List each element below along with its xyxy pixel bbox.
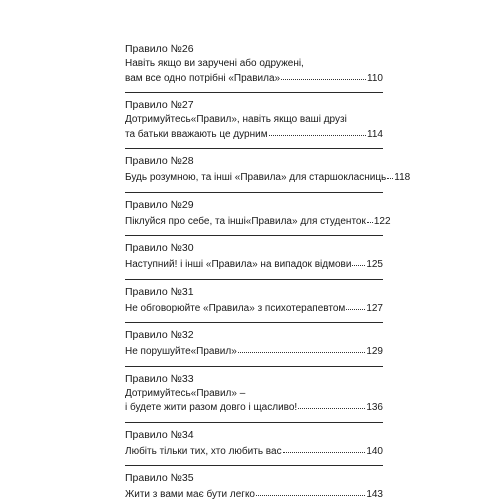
rule-title-text: вам все одно потрібні «Правила»	[125, 72, 281, 84]
dot-leader	[283, 444, 366, 454]
toc-entry-27	[125, 99, 383, 141]
table-of-contents	[125, 43, 411, 502]
rule-number: Правило №27	[125, 99, 194, 111]
dot-leader	[367, 214, 373, 224]
dot-leader	[352, 257, 365, 267]
rule-title-text: Навіть якщо ви заручені або одружені,	[125, 58, 304, 69]
rule-title-text: Піклуйся про себе, та інші«Правила» для студенток	[125, 215, 366, 227]
rule-title-text: Дотримуйтесь«Правил», навіть якщо ваші друзі	[125, 114, 347, 125]
rule-title	[125, 388, 383, 415]
rule-title	[125, 114, 383, 141]
page-number: 110	[367, 72, 383, 84]
entry-divider	[125, 148, 383, 149]
rule-title-text: Не порушуйте«Правил»	[125, 346, 237, 357]
toc-entry-34	[125, 429, 383, 459]
rule-number: Правило №28	[125, 155, 194, 167]
page-number: 127	[366, 302, 383, 314]
rule-title-last-line	[125, 487, 383, 502]
toc-entry-32	[125, 329, 383, 359]
entry-divider	[125, 322, 383, 323]
dot-leader	[256, 487, 365, 497]
page-number: 129	[366, 346, 383, 357]
entry-divider	[125, 465, 383, 466]
toc-entry-29	[125, 198, 391, 229]
rule-title	[125, 214, 391, 229]
rule-number: Правило №26	[125, 43, 194, 55]
rule-number: Правило №30	[125, 242, 194, 254]
rule-title-last-line	[125, 344, 383, 359]
rule-title-last-line	[125, 444, 383, 459]
rule-number: Правило №33	[125, 372, 194, 385]
rule-number: Правило №31	[125, 285, 194, 298]
dot-leader	[298, 400, 365, 410]
entry-divider	[125, 192, 383, 193]
page-number: 114	[367, 128, 383, 140]
toc-entry-26	[125, 43, 383, 85]
page-number: 122	[373, 215, 391, 227]
rule-title-last-line	[125, 400, 383, 415]
rule-title-text: Наступний! і інші «Правила» на випадок відмови	[125, 259, 352, 270]
rule-title	[125, 58, 383, 85]
rule-title-last-line	[125, 214, 391, 229]
page-number: 140	[366, 445, 383, 457]
rule-title-last-line	[125, 71, 383, 86]
dot-leader	[269, 127, 366, 137]
rule-title-line	[125, 114, 383, 127]
dot-leader	[238, 344, 366, 354]
dot-leader	[346, 301, 365, 311]
rule-title-last-line	[125, 301, 383, 316]
rule-title-text: Будь розумною, та інші «Правила» для старшокласниць	[125, 172, 387, 183]
toc-entry-28	[125, 155, 411, 185]
entry-divider	[125, 279, 383, 280]
rule-title	[125, 257, 383, 272]
rule-title-text: Любіть тільки тих, хто любить вас	[125, 445, 282, 457]
rule-title	[125, 301, 383, 316]
page-number: 136	[366, 402, 383, 413]
rule-title-text: і будете жити разом довго і щасливо!	[125, 402, 298, 413]
rule-title	[125, 487, 383, 502]
rule-title-last-line	[125, 170, 411, 185]
rule-title-line	[125, 58, 383, 71]
rule-title-last-line	[125, 127, 383, 142]
page-number: 125	[366, 259, 383, 270]
entry-divider	[125, 92, 383, 93]
rule-number: Правило №34	[125, 428, 194, 441]
rule-title-text: Не обговорюйте «Правила» з психотерапевтом	[125, 302, 346, 314]
dot-leader	[281, 71, 366, 81]
rule-title-text: та батьки вважають це дурним	[125, 128, 268, 140]
entry-divider	[125, 235, 383, 236]
rule-number: Правило №29	[125, 198, 194, 211]
toc-entry-35	[125, 472, 383, 502]
rule-title	[125, 170, 411, 185]
toc-entry-30	[125, 242, 383, 272]
dot-leader	[387, 170, 393, 180]
rule-title-text: Жити з вами має бути легко	[125, 489, 255, 500]
rule-number: Правило №32	[125, 329, 194, 341]
rule-title	[125, 344, 383, 359]
rule-title	[125, 444, 383, 459]
toc-entry-31	[125, 286, 383, 316]
page-number: 143	[366, 489, 383, 500]
entry-divider	[125, 422, 383, 423]
rule-number: Правило №35	[125, 472, 194, 484]
entry-divider	[125, 366, 383, 367]
rule-title-line	[125, 388, 383, 401]
rule-title-text: Дотримуйтесь«Правил» –	[125, 387, 246, 399]
rule-title-last-line	[125, 257, 383, 272]
toc-entry-33	[125, 373, 383, 415]
page-number: 118	[394, 172, 411, 183]
